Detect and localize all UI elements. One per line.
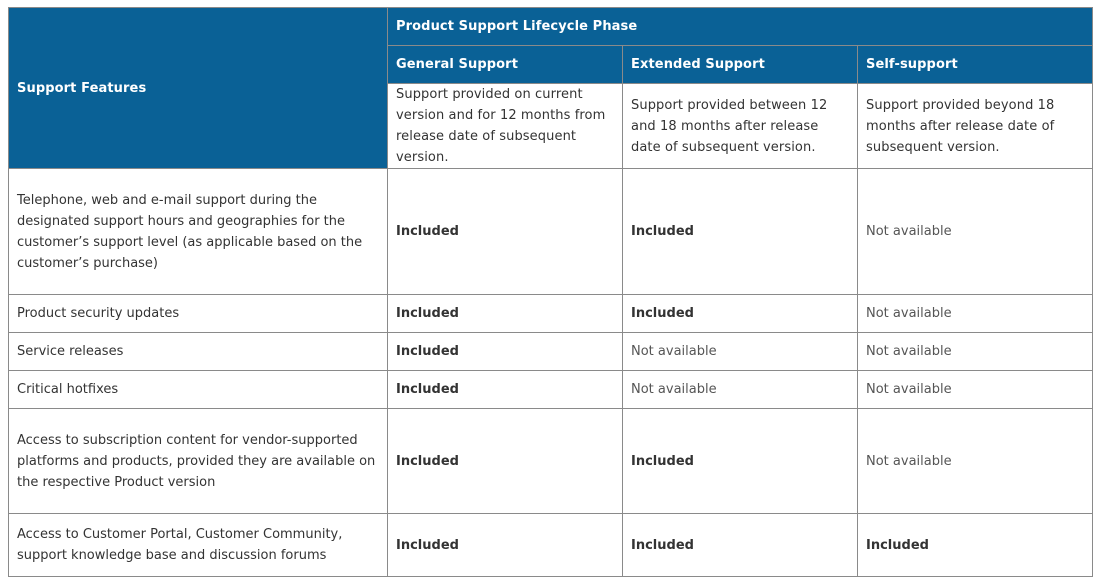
- extended-cell: Included: [623, 169, 858, 295]
- feature-cell: Access to Customer Portal, Customer Community, support knowledge base and discussion forums: [9, 514, 388, 577]
- general-cell: Included: [388, 333, 623, 371]
- support-lifecycle-table: [8, 7, 1093, 577]
- feature-cell: Service releases: [9, 333, 388, 371]
- feature-cell: Critical hotfixes: [9, 371, 388, 409]
- header-row-phase: [9, 8, 1093, 46]
- feature-cell: Product security updates: [9, 295, 388, 333]
- lifecycle-phase-header: Product Support Lifecycle Phase: [388, 8, 1093, 46]
- table-row: [9, 514, 1093, 577]
- self-cell: Not available: [858, 371, 1093, 409]
- general-cell: Included: [388, 169, 623, 295]
- extended-support-description: Support provided between 12 and 18 months after release date of subsequent version.: [623, 84, 858, 169]
- general-cell: Included: [388, 514, 623, 577]
- table-row: [9, 169, 1093, 295]
- self-support-header: Self-support: [858, 46, 1093, 84]
- self-support-description: Support provided beyond 18 months after release date of subsequent version.: [858, 84, 1093, 169]
- general-support-header: General Support: [388, 46, 623, 84]
- general-cell: Included: [388, 409, 623, 514]
- self-cell: Not available: [858, 169, 1093, 295]
- table-row: [9, 333, 1093, 371]
- extended-cell: Not available: [623, 333, 858, 371]
- extended-cell: Included: [623, 295, 858, 333]
- support-features-header: Support Features: [9, 8, 388, 169]
- table-row: [9, 371, 1093, 409]
- general-cell: Included: [388, 371, 623, 409]
- self-cell: Not available: [858, 333, 1093, 371]
- general-support-description: Support provided on current version and for 12 months from release date of subsequent version.: [388, 84, 623, 169]
- extended-cell: Included: [623, 514, 858, 577]
- feature-cell: Access to subscription content for vendor-supported platforms and products, provided they are available on the respective Product version: [9, 409, 388, 514]
- feature-cell: Telephone, web and e-mail support during the designated support hours and geographies for the customer’s support level (as applicable based on the customer’s purchase): [9, 169, 388, 295]
- extended-cell: Not available: [623, 371, 858, 409]
- table-row: [9, 409, 1093, 514]
- extended-cell: Included: [623, 409, 858, 514]
- table-row: [9, 295, 1093, 333]
- self-cell: Included: [858, 514, 1093, 577]
- self-cell: Not available: [858, 295, 1093, 333]
- general-cell: Included: [388, 295, 623, 333]
- extended-support-header: Extended Support: [623, 46, 858, 84]
- self-cell: Not available: [858, 409, 1093, 514]
